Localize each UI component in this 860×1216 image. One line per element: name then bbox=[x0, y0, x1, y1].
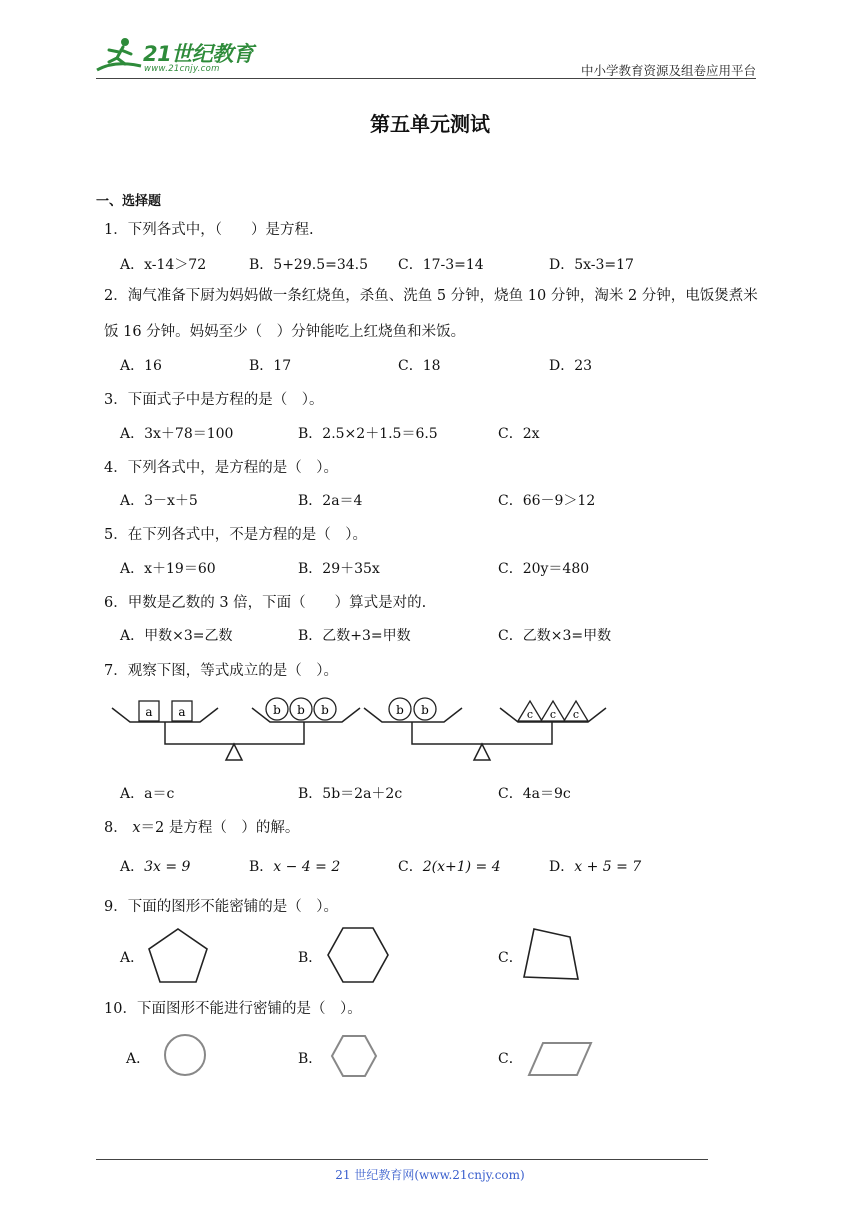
footer-divider bbox=[96, 1159, 708, 1160]
svg-text:c: c bbox=[526, 708, 534, 721]
circle-icon bbox=[162, 1032, 208, 1078]
q3-option-a: A．3x＋78＝100 bbox=[120, 426, 234, 442]
q7-option-b: B．5b＝2a＋2c bbox=[298, 786, 403, 802]
q8-option-d: D．x + 5 = 7 bbox=[549, 859, 642, 875]
svg-text:a: a bbox=[178, 705, 186, 719]
svg-text:b: b bbox=[321, 703, 329, 717]
block-a-2 bbox=[172, 701, 192, 721]
q4-option-a: A．3－x＋5 bbox=[120, 493, 198, 509]
question-5: 5．在下列各式中，不是方程的是（ ）。 bbox=[104, 527, 367, 543]
q7-option-c: C．4a＝9c bbox=[498, 786, 571, 802]
q9-option-b: B． bbox=[298, 950, 323, 966]
svg-text:c: c bbox=[572, 708, 580, 721]
q3-option-b: B．2.5×2＋1.5＝6.5 bbox=[298, 426, 438, 442]
q10-option-c: C． bbox=[498, 1051, 523, 1067]
svg-text:b: b bbox=[396, 703, 404, 717]
triangle-c-3 bbox=[564, 701, 588, 721]
question-3: 3．下面式子中是方程的是（ ）。 bbox=[104, 392, 324, 408]
question-10: 10．下面图形不能进行密铺的是（ ）。 bbox=[104, 1001, 362, 1017]
ball-b-2 bbox=[290, 698, 312, 720]
hexagon-icon bbox=[326, 926, 390, 984]
logo-text: 21世纪教育 bbox=[143, 42, 254, 66]
q10-option-b: B． bbox=[298, 1051, 323, 1067]
triangle-c-2 bbox=[541, 701, 565, 721]
q5-option-b: B．29＋35x bbox=[298, 561, 380, 577]
question-7: 7．观察下图，等式成立的是（ ）。 bbox=[104, 663, 338, 679]
svg-text:b: b bbox=[297, 703, 305, 717]
q8-option-c: C．2(x+1) = 4 bbox=[398, 859, 501, 875]
question-1: 1．下列各式中，（ ）是方程. bbox=[104, 222, 314, 238]
hexagon-icon bbox=[330, 1034, 378, 1078]
q8-option-a: A．3x = 9 bbox=[120, 859, 191, 875]
q1-option-c: C．17-3=14 bbox=[398, 257, 484, 273]
q7-option-a: A．a＝c bbox=[120, 786, 175, 802]
q6-option-c: C．乙数×3=甲数 bbox=[498, 628, 612, 644]
ball-b-4 bbox=[389, 698, 411, 720]
q2-option-b: B．17 bbox=[249, 358, 292, 374]
header-divider bbox=[96, 78, 756, 79]
question-2: 2．淘气准备下厨为妈妈做一条红烧鱼，杀鱼、洗鱼 5 分钟，烧鱼 10 分钟，淘米 2 分钟，电饭煲煮米饭 16 分钟。妈妈至少（ ）分钟能吃上红烧鱼和米饭。 bbox=[104, 288, 758, 340]
footer-link[interactable]: 21 世纪教育网(www.21cnjy.com) bbox=[335, 1168, 525, 1182]
q2-option-c: C．18 bbox=[398, 358, 441, 374]
q1-option-a: A．x-14＞72 bbox=[120, 257, 207, 273]
q4-option-c: C．66－9＞12 bbox=[498, 493, 596, 509]
q3-option-c: C．2x bbox=[498, 426, 540, 442]
pentagon-icon bbox=[146, 927, 210, 985]
q9-option-a: A． bbox=[120, 950, 145, 966]
svg-text:a: a bbox=[145, 705, 153, 719]
ball-b-1 bbox=[266, 698, 288, 720]
svg-text:c: c bbox=[549, 708, 557, 721]
q8-option-b: B．x − 4 = 2 bbox=[249, 859, 341, 875]
q1-option-d: D．5x-3=17 bbox=[549, 257, 634, 273]
quadrilateral-icon bbox=[522, 927, 582, 983]
q2-option-a: A．16 bbox=[120, 358, 162, 374]
q5-option-c: C．20y＝480 bbox=[498, 561, 590, 577]
ball-b-5 bbox=[414, 698, 436, 720]
logo-icon bbox=[95, 36, 145, 76]
svg-text:b: b bbox=[421, 703, 429, 717]
ball-b-3 bbox=[314, 698, 336, 720]
question-4: 4．下列各式中，是方程的是（ ）。 bbox=[104, 460, 338, 476]
q10-option-a: A． bbox=[126, 1051, 151, 1067]
parallelogram-icon bbox=[527, 1040, 593, 1078]
question-8-variable: x bbox=[132, 820, 141, 836]
question-9: 9．下面的图形不能密铺的是（ ）。 bbox=[104, 899, 338, 915]
q5-option-a: A．x＋19＝60 bbox=[120, 561, 216, 577]
balance-scale-figure bbox=[110, 688, 610, 764]
logo-url: www.21cnjy.com bbox=[144, 64, 220, 74]
block-a-1 bbox=[139, 701, 159, 721]
q1-option-b: B．5+29.5=34.5 bbox=[249, 257, 368, 273]
triangle-c-1 bbox=[518, 701, 542, 721]
q6-option-a: A．甲数×3=乙数 bbox=[120, 628, 233, 644]
question-6: 6．甲数是乙数的 3 倍，下面（ ）算式是对的. bbox=[104, 595, 427, 611]
q9-option-c: C． bbox=[498, 950, 523, 966]
question-8 bbox=[104, 816, 299, 837]
question-8-stem: ＝2 是方程（ ）的解。 bbox=[140, 820, 300, 836]
question-8-number: 8． bbox=[104, 820, 128, 836]
page-title: 第五单元测试 bbox=[370, 112, 490, 136]
header-platform-text: 中小学教育资源及组卷应用平台 bbox=[580, 63, 756, 78]
svg-text:b: b bbox=[273, 703, 281, 717]
q4-option-b: B．2a＝4 bbox=[298, 493, 363, 509]
q2-option-d: D．23 bbox=[549, 358, 593, 374]
section-title: 一、选择题 bbox=[96, 194, 162, 209]
q6-option-b: B．乙数+3=甲数 bbox=[298, 628, 411, 644]
